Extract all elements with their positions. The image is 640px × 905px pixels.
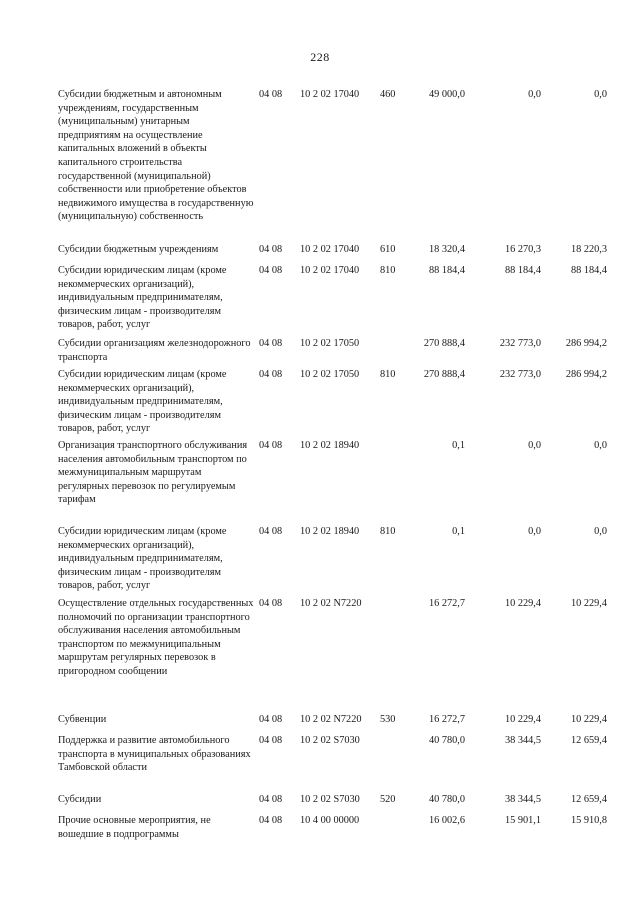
expense-type-code: 460 bbox=[380, 89, 396, 100]
amount-2022: 88 184,4 bbox=[570, 265, 607, 276]
expense-type-code: 810 bbox=[380, 265, 396, 276]
target-code: 10 2 02 17040 bbox=[300, 89, 360, 100]
expense-type-code: 520 bbox=[380, 794, 396, 805]
amount-2020: 40 780,0 bbox=[428, 794, 465, 805]
target-code: 10 2 02 17040 bbox=[300, 265, 360, 276]
target-code: 10 2 02 S7030 bbox=[300, 794, 360, 805]
section-code: 04 08 bbox=[259, 89, 283, 100]
section-code: 04 08 bbox=[259, 526, 283, 537]
target-code: 10 2 02 17050 bbox=[300, 369, 360, 380]
section-code: 04 08 bbox=[259, 244, 283, 255]
amount-2021: 232 773,0 bbox=[499, 338, 541, 349]
amount-2022: 18 220,3 bbox=[570, 244, 607, 255]
amount-2021: 38 344,5 bbox=[504, 794, 541, 805]
amount-2022: 286 994,2 bbox=[565, 369, 607, 380]
amount-2021: 88 184,4 bbox=[504, 265, 541, 276]
amount-2022: 0,0 bbox=[594, 440, 607, 451]
row-name: Субсидии организациям железнодорожного транспорта bbox=[58, 338, 251, 363]
expense-type-code: 810 bbox=[380, 526, 396, 537]
amount-2022: 0,0 bbox=[594, 526, 607, 537]
row-name: Прочие основные мероприятия, не вошедшие в подпрограммы bbox=[58, 815, 211, 840]
row-name: Субсидии юридическим лицам (кроме некоммерческих организаций), индивидуальным предпринимателям, физическим лицам - производителям товаров, работ, услуг bbox=[58, 265, 227, 331]
amount-2022: 15 910,8 bbox=[570, 815, 607, 826]
amount-2022: 10 229,4 bbox=[570, 714, 607, 725]
section-code: 04 08 bbox=[259, 714, 283, 725]
section-code: 04 08 bbox=[259, 815, 283, 826]
amount-2021: 0,0 bbox=[528, 440, 541, 451]
amount-2021: 38 344,5 bbox=[504, 735, 541, 746]
amount-2020: 270 888,4 bbox=[423, 369, 465, 380]
row-name: Субсидии бюджетным учреждениям bbox=[58, 244, 219, 255]
row-name: Субсидии юридическим лицам (кроме некоммерческих организаций), индивидуальным предпринимателям, физическим лицам - производителям товаров, работ, услуг bbox=[58, 369, 227, 435]
amount-2020: 49 000,0 bbox=[428, 89, 465, 100]
amount-2020: 270 888,4 bbox=[423, 338, 465, 349]
amount-2021: 16 270,3 bbox=[504, 244, 541, 255]
amount-2022: 286 994,2 bbox=[565, 338, 607, 349]
row-name: Осуществление отдельных государственных полномочий по организации транспортного обслуживания населения автомобильным транспортом по межмуниципальным маршрутам регулярных перевозок в пригородном сообщении bbox=[58, 598, 254, 677]
row-name: Субсидии bbox=[58, 794, 102, 805]
amount-2020: 16 002,6 bbox=[428, 815, 465, 826]
section-code: 04 08 bbox=[259, 440, 283, 451]
amount-2020: 16 272,7 bbox=[428, 714, 465, 725]
section-code: 04 08 bbox=[259, 369, 283, 380]
amount-2021: 15 901,1 bbox=[504, 815, 541, 826]
amount-2020: 16 272,7 bbox=[428, 598, 465, 609]
amount-2020: 0,1 bbox=[452, 526, 465, 537]
row-name: Организация транспортного обслуживания населения автомобильным транспортом по межмуниципальным маршрутам регулярных перевозок по регулируемым тарифам bbox=[58, 440, 248, 506]
target-code: 10 2 02 N7220 bbox=[300, 714, 362, 725]
amount-2020: 40 780,0 bbox=[428, 735, 465, 746]
expense-type-code: 610 bbox=[380, 244, 396, 255]
expense-type-code: 810 bbox=[380, 369, 396, 380]
target-code: 10 2 02 N7220 bbox=[300, 598, 362, 609]
amount-2022: 0,0 bbox=[594, 89, 607, 100]
amount-2021: 10 229,4 bbox=[504, 598, 541, 609]
expense-type-code: 530 bbox=[380, 714, 396, 725]
target-code: 10 4 00 00000 bbox=[300, 815, 360, 826]
target-code: 10 2 02 17050 bbox=[300, 338, 360, 349]
amount-2021: 232 773,0 bbox=[499, 369, 541, 380]
section-code: 04 08 bbox=[259, 794, 283, 805]
amount-2021: 0,0 bbox=[528, 89, 541, 100]
amount-2022: 12 659,4 bbox=[570, 735, 607, 746]
target-code: 10 2 02 17040 bbox=[300, 244, 360, 255]
amount-2022: 12 659,4 bbox=[570, 794, 607, 805]
section-code: 04 08 bbox=[259, 598, 283, 609]
section-code: 04 08 bbox=[259, 265, 283, 276]
section-code: 04 08 bbox=[259, 338, 283, 349]
amount-2021: 10 229,4 bbox=[504, 714, 541, 725]
target-code: 10 2 02 S7030 bbox=[300, 735, 360, 746]
amount-2022: 10 229,4 bbox=[570, 598, 607, 609]
amount-2020: 0,1 bbox=[452, 440, 465, 451]
row-name: Субсидии юридическим лицам (кроме некоммерческих организаций), индивидуальным предпринимателям, физическим лицам - производителям товаров, работ, услуг bbox=[58, 526, 227, 592]
row-name: Субсидии бюджетным и автономным учреждениям, государственным (муниципальным) унитарным предприятиям на осуществление капитальных вложений в объекты капитального строительства государственной (муниципальной) собственности или приобретение объектов недвижимого имущества в государственную (муниципальную) собственность bbox=[58, 89, 254, 223]
target-code: 10 2 02 18940 bbox=[300, 440, 360, 451]
row-name: Поддержка и развитие автомобильного транспорта в муниципальных образованиях Тамбовской области bbox=[58, 735, 251, 774]
row-name: Субвенции bbox=[58, 714, 107, 725]
amount-2021: 0,0 bbox=[528, 526, 541, 537]
amount-2020: 88 184,4 bbox=[428, 265, 465, 276]
section-code: 04 08 bbox=[259, 735, 283, 746]
page-number: 228 bbox=[310, 50, 330, 64]
target-code: 10 2 02 18940 bbox=[300, 526, 360, 537]
amount-2020: 18 320,4 bbox=[428, 244, 465, 255]
